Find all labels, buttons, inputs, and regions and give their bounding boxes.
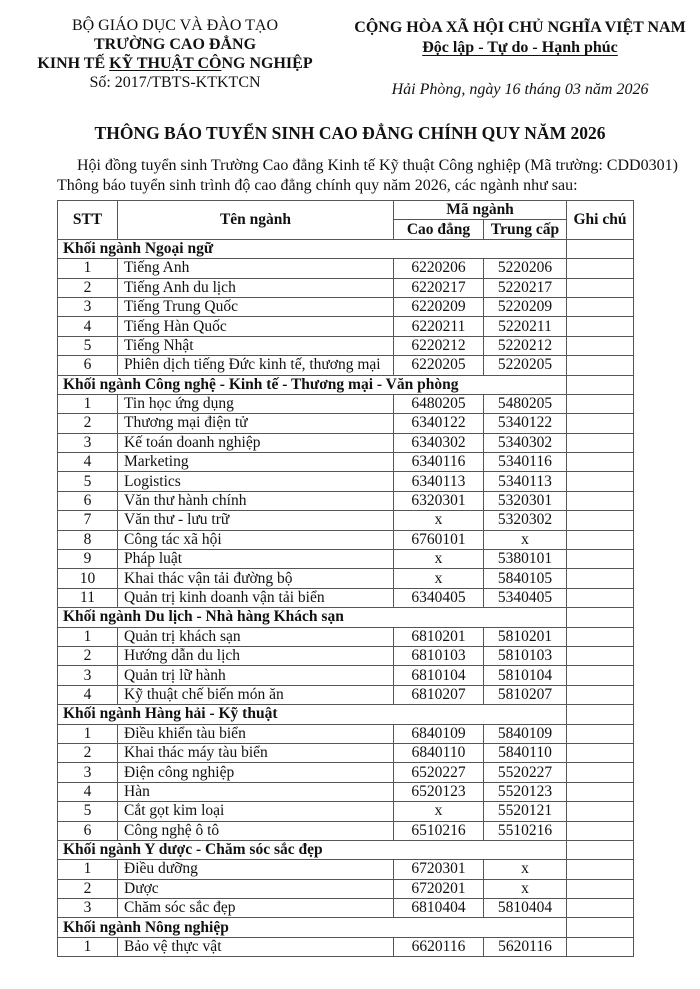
row-major-name: Điện công nghiệp [118,763,394,782]
row-major-name: Khai thác máy tàu biển [118,743,394,762]
row-note [567,743,634,762]
row-college-code: 6720201 [394,879,484,898]
group-name: Khối ngành Công nghệ - Kinh tế - Thương mại - Văn phòng [58,375,567,394]
school-name-line2-post: NG NGHIỆP [221,55,313,72]
table-row [58,860,634,879]
row-major-name: Kế toán doanh nghiệp [118,433,394,452]
row-major-name: Quản trị lữ hành [118,666,394,685]
row-stt: 6 [58,491,118,510]
group-note-cell [567,239,634,258]
row-college-code: 6340302 [394,433,484,452]
group-row [58,239,634,258]
header-note: Ghi chú [567,201,634,240]
school-name-line1: TRƯỜNG CAO ĐẲNG [93,36,257,53]
intro-line-1: Hội đồng tuyển sinh Trường Cao đẳng Kinh tế Kỹ thuật Công nghiệp (Mã trường: CDD0301) [77,157,678,174]
row-stt: 6 [58,821,118,840]
row-major-name: Tin học ứng dụng [118,394,394,413]
row-major-name: Cắt gọt kim loại [118,802,394,821]
table-row [58,724,634,743]
row-college-code: 6340122 [394,414,484,433]
row-intermediate-code: 5220206 [484,259,567,278]
row-college-code: 6810103 [394,646,484,665]
row-college-code: 6220211 [394,317,484,336]
group-name: Khối ngành Du lịch - Nhà hàng Khách sạn [58,608,567,627]
row-major-name: Điều dưỡng [118,860,394,879]
row-intermediate-code: 5220211 [484,317,567,336]
row-note [567,588,634,607]
row-major-name: Dược [118,879,394,898]
row-stt: 7 [58,511,118,530]
row-stt: 4 [58,317,118,336]
row-college-code: 6220206 [394,259,484,278]
row-note [567,724,634,743]
row-stt: 1 [58,860,118,879]
row-note [567,666,634,685]
row-note [567,860,634,879]
row-major-name: Quản trị kinh doanh vận tải biển [118,588,394,607]
table-row [58,821,634,840]
row-college-code: x [394,511,484,530]
row-stt: 9 [58,550,118,569]
group-row [58,840,634,859]
group-note-cell [567,918,634,937]
table-row [58,414,634,433]
table-row [58,453,634,472]
row-major-name: Văn thư - lưu trữ [118,511,394,530]
row-intermediate-code: 5340116 [484,453,567,472]
group-row [58,705,634,724]
row-stt: 1 [58,724,118,743]
row-major-name: Kỹ thuật chế biến món ăn [118,685,394,704]
row-note [567,937,634,956]
group-name: Khối ngành Y dược - Chăm sóc sắc đẹp [58,840,567,859]
row-intermediate-code: 5810404 [484,899,567,918]
row-note [567,394,634,413]
row-note [567,550,634,569]
row-major-name: Logistics [118,472,394,491]
table-row [58,317,634,336]
row-intermediate-code: 5320302 [484,511,567,530]
row-note [567,433,634,452]
row-college-code: 6340116 [394,453,484,472]
table-row [58,588,634,607]
row-stt: 5 [58,802,118,821]
row-stt: 6 [58,356,118,375]
majors-table-body [58,239,634,956]
row-note [567,472,634,491]
row-note [567,879,634,898]
row-major-name: Tiếng Hàn Quốc [118,317,394,336]
table-row [58,530,634,549]
row-note [567,259,634,278]
row-intermediate-code: 5340122 [484,414,567,433]
row-major-name: Quản trị khách sạn [118,627,394,646]
row-major-name: Tiếng Anh du lịch [118,278,394,297]
row-note [567,763,634,782]
school-name-line2 [20,54,330,73]
row-note [567,414,634,433]
header-stt: STT [58,201,118,240]
table-row [58,569,634,588]
row-major-name: Marketing [118,453,394,472]
table-row [58,550,634,569]
table-row [58,433,634,452]
table-row [58,356,634,375]
row-stt: 1 [58,627,118,646]
row-stt: 4 [58,685,118,704]
row-college-code: 6220205 [394,356,484,375]
row-stt: 5 [58,472,118,491]
row-intermediate-code: x [484,530,567,549]
table-row [58,472,634,491]
row-stt: 1 [58,394,118,413]
header-college-code: Cao đẳng [394,220,484,239]
row-stt: 3 [58,433,118,452]
row-intermediate-code: 5520121 [484,802,567,821]
table-row [58,297,634,316]
row-major-name: Điều khiển tàu biển [118,724,394,743]
table-row [58,666,634,685]
row-major-name: Tiếng Nhật [118,336,394,355]
row-intermediate-code: 5480205 [484,394,567,413]
row-intermediate-code: 5340113 [484,472,567,491]
row-college-code: 6720301 [394,860,484,879]
nation-name: CỘNG HÒA XÃ HỘI CHỦ NGHĨA VIỆT NAM [354,19,686,36]
group-note-cell [567,375,634,394]
row-intermediate-code: 5320301 [484,491,567,510]
table-row [58,782,634,801]
school-name-line2-pre: KINH TẾ [37,55,110,72]
row-stt: 10 [58,569,118,588]
row-major-name: Khai thác vận tải đường bộ [118,569,394,588]
row-note [567,802,634,821]
row-intermediate-code: 5520227 [484,763,567,782]
row-intermediate-code: 5340405 [484,588,567,607]
row-stt: 2 [58,743,118,762]
row-stt: 2 [58,278,118,297]
row-note [567,646,634,665]
row-note [567,453,634,472]
row-intermediate-code: 5810207 [484,685,567,704]
row-intermediate-code: 5840109 [484,724,567,743]
table-row [58,259,634,278]
place-and-date: Hải Phòng, ngày 16 tháng 03 năm 2026 [391,81,649,98]
national-motto-text: Độc lập - Tự do - Hạnh phúc [422,39,618,56]
intro-line-2: Thông báo tuyển sinh trình độ cao đẳng chính quy năm 2026, các ngành như sau: [57,177,578,194]
row-stt: 1 [58,937,118,956]
table-row [58,763,634,782]
table-row [58,627,634,646]
row-stt: 4 [58,782,118,801]
row-intermediate-code: 5810103 [484,646,567,665]
document-number: Số: 2017/TBTS-KTKTCN [89,74,261,91]
table-row [58,685,634,704]
row-note [567,530,634,549]
row-note [567,336,634,355]
row-college-code: 6840110 [394,743,484,762]
table-row [58,394,634,413]
row-stt: 4 [58,453,118,472]
row-college-code: 6220217 [394,278,484,297]
row-college-code: 6840109 [394,724,484,743]
row-major-name: Công tác xã hội [118,530,394,549]
row-college-code: 6340113 [394,472,484,491]
group-row [58,375,634,394]
row-note [567,627,634,646]
row-major-name: Bảo vệ thực vật [118,937,394,956]
table-row [58,937,634,956]
row-major-name: Chăm sóc sắc đẹp [118,899,394,918]
row-intermediate-code: 5840110 [484,743,567,762]
row-note [567,685,634,704]
row-stt: 8 [58,530,118,549]
majors-table [57,200,634,957]
header-intermediate-code: Trung cấp [484,220,567,239]
row-stt: 5 [58,336,118,355]
row-college-code: 6510216 [394,821,484,840]
row-college-code: 6520123 [394,782,484,801]
table-row [58,743,634,762]
issuing-authority-header [20,16,330,92]
group-note-cell [567,608,634,627]
row-stt: 2 [58,414,118,433]
row-intermediate-code: 5380101 [484,550,567,569]
national-header [345,18,695,58]
group-name: Khối ngành Ngoại ngữ [58,239,567,258]
row-college-code: x [394,569,484,588]
header-major-code: Mã ngành [394,201,567,220]
row-major-name: Hướng dẫn du lịch [118,646,394,665]
table-row [58,899,634,918]
row-major-name: Văn thư hành chính [118,491,394,510]
row-college-code: x [394,550,484,569]
school-name-line2-underlined: KỸ THUẬT CÔ [109,55,222,72]
table-row [58,646,634,665]
row-note [567,569,634,588]
row-note [567,821,634,840]
row-college-code: 6810104 [394,666,484,685]
row-college-code: 6620116 [394,937,484,956]
row-stt: 2 [58,646,118,665]
row-note [567,278,634,297]
row-major-name: Công nghệ ô tô [118,821,394,840]
group-row [58,608,634,627]
group-name: Khối ngành Hàng hải - Kỹ thuật [58,705,567,724]
ministry-name: BỘ GIÁO DỤC VÀ ĐÀO TẠO [71,17,279,34]
row-major-name: Hàn [118,782,394,801]
row-college-code: 6810201 [394,627,484,646]
table-row [58,336,634,355]
row-note [567,356,634,375]
row-stt: 2 [58,879,118,898]
row-college-code: 6480205 [394,394,484,413]
row-intermediate-code: 5220217 [484,278,567,297]
group-row [58,918,634,937]
row-intermediate-code: 5220205 [484,356,567,375]
row-intermediate-code: 5520123 [484,782,567,801]
table-row [58,802,634,821]
row-college-code: 6340405 [394,588,484,607]
header-major-name: Tên ngành [118,201,394,240]
row-note [567,782,634,801]
row-college-code: 6760101 [394,530,484,549]
row-major-name: Tiếng Trung Quốc [118,297,394,316]
row-intermediate-code: 5810201 [484,627,567,646]
row-intermediate-code: 5620116 [484,937,567,956]
document-title: THÔNG BÁO TUYỂN SINH CAO ĐẲNG CHÍNH QUY NĂM 2026 [94,123,606,143]
row-stt: 3 [58,763,118,782]
row-college-code: 6320301 [394,491,484,510]
table-row [58,278,634,297]
row-intermediate-code: x [484,879,567,898]
table-row [58,511,634,530]
row-stt: 11 [58,588,118,607]
row-intermediate-code: 5340302 [484,433,567,452]
row-stt: 3 [58,899,118,918]
row-intermediate-code: 5510216 [484,821,567,840]
row-major-name: Tiếng Anh [118,259,394,278]
row-note [567,899,634,918]
row-college-code: 6810404 [394,899,484,918]
table-row [58,491,634,510]
national-motto [345,38,695,58]
row-note [567,511,634,530]
row-college-code: 6220212 [394,336,484,355]
row-college-code: x [394,802,484,821]
row-intermediate-code: 5810104 [484,666,567,685]
intro-paragraph [57,156,697,196]
group-note-cell [567,840,634,859]
row-college-code: 6810207 [394,685,484,704]
row-major-name: Phiên dịch tiếng Đức kinh tế, thương mại [118,356,394,375]
group-name: Khối ngành Nông nghiệp [58,918,567,937]
row-stt: 1 [58,259,118,278]
row-college-code: 6220209 [394,297,484,316]
row-stt: 3 [58,297,118,316]
row-college-code: 6520227 [394,763,484,782]
row-intermediate-code: x [484,860,567,879]
row-stt: 3 [58,666,118,685]
table-row [58,879,634,898]
row-major-name: Pháp luật [118,550,394,569]
row-intermediate-code: 5220209 [484,297,567,316]
row-note [567,317,634,336]
row-major-name: Thương mại điện tử [118,414,394,433]
group-note-cell [567,705,634,724]
row-intermediate-code: 5840105 [484,569,567,588]
row-note [567,491,634,510]
row-intermediate-code: 5220212 [484,336,567,355]
row-note [567,297,634,316]
